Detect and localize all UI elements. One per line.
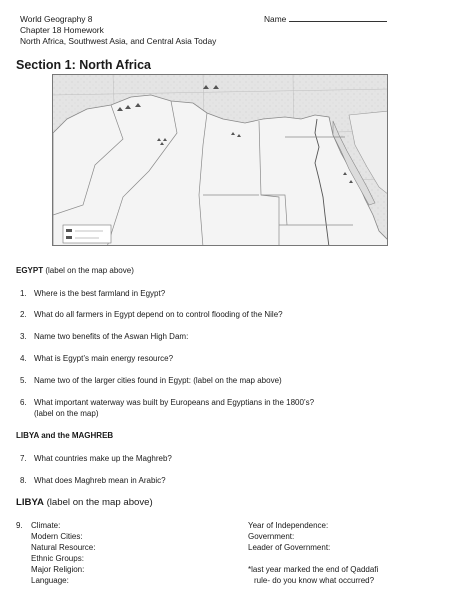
question-6-note: (label on the map) <box>34 409 99 418</box>
libya-fact-government: Government: <box>248 532 295 541</box>
libya-fact-language: Language: <box>31 576 69 585</box>
libya-note-line1: *last year marked the end of Qaddafi <box>248 565 379 574</box>
question-number: 1. <box>20 289 27 298</box>
egypt-heading <box>16 266 134 276</box>
question-number: 5. <box>20 376 27 385</box>
question-number: 8. <box>20 476 27 485</box>
question-text: Name two benefits of the Aswan High Dam: <box>34 332 189 341</box>
question-text: What does Maghreb mean in Arabic? <box>34 476 166 485</box>
libya-fact-ethnic: Ethnic Groups: <box>31 554 84 563</box>
name-blank-line <box>289 14 387 22</box>
question-1 <box>20 289 165 299</box>
question-text: What important waterway was built by Europeans and Egyptians in the 1800’s? <box>34 398 315 407</box>
question-text: What is Egypt’s main energy resource? <box>34 354 174 363</box>
map-graphic <box>53 75 388 246</box>
question-number: 3. <box>20 332 27 341</box>
header-subtitle: North Africa, Southwest Asia, and Central Asia Today <box>20 36 217 46</box>
libya-heading-note: (label on the map above) <box>46 497 153 508</box>
question-number: 7. <box>20 454 27 463</box>
maghreb-heading: LIBYA and the MAGHREB <box>16 431 114 440</box>
question-text: What countries make up the Maghreb? <box>34 454 172 463</box>
libya-fact-religion: Major Religion: <box>31 565 85 574</box>
libya-fact-independence: Year of Independence: <box>248 521 329 530</box>
section-title: Section 1: North Africa <box>16 58 151 72</box>
question-text: Name two of the larger cities found in Egypt: (label on the map above) <box>34 376 282 385</box>
libya-fact-climate: Climate: <box>31 521 61 530</box>
question-number: 2. <box>20 310 27 319</box>
chapter-title: Chapter 18 Homework <box>20 25 104 35</box>
question-7 <box>20 454 172 464</box>
name-label: Name <box>264 14 287 24</box>
question-9-number: 9. <box>16 521 23 530</box>
course-title: World Geography 8 <box>20 14 93 24</box>
question-8 <box>20 476 166 486</box>
question-number: 6. <box>20 398 27 407</box>
question-4 <box>20 354 173 364</box>
libya-heading <box>16 497 153 508</box>
question-text: Where is the best farmland in Egypt? <box>34 289 166 298</box>
question-5 <box>20 376 282 386</box>
question-number: 4. <box>20 354 27 363</box>
libya-note-line2: rule- do you know what occurred? <box>254 576 375 585</box>
libya-heading-title: LIBYA <box>16 497 44 508</box>
question-3 <box>20 332 188 342</box>
north-africa-map <box>52 74 388 246</box>
libya-fact-cities: Modern Cities: <box>31 532 83 541</box>
libya-fact-leader: Leader of Government: <box>248 543 331 552</box>
libya-fact-resource: Natural Resource: <box>31 543 96 552</box>
name-field[interactable] <box>264 14 387 25</box>
question-text: What do all farmers in Egypt depend on to control flooding of the Nile? <box>34 310 283 319</box>
question-2 <box>20 310 283 320</box>
egypt-heading-title: EGYPT <box>16 266 44 275</box>
egypt-heading-note: (label on the map above) <box>45 266 134 275</box>
question-6 <box>20 398 314 408</box>
